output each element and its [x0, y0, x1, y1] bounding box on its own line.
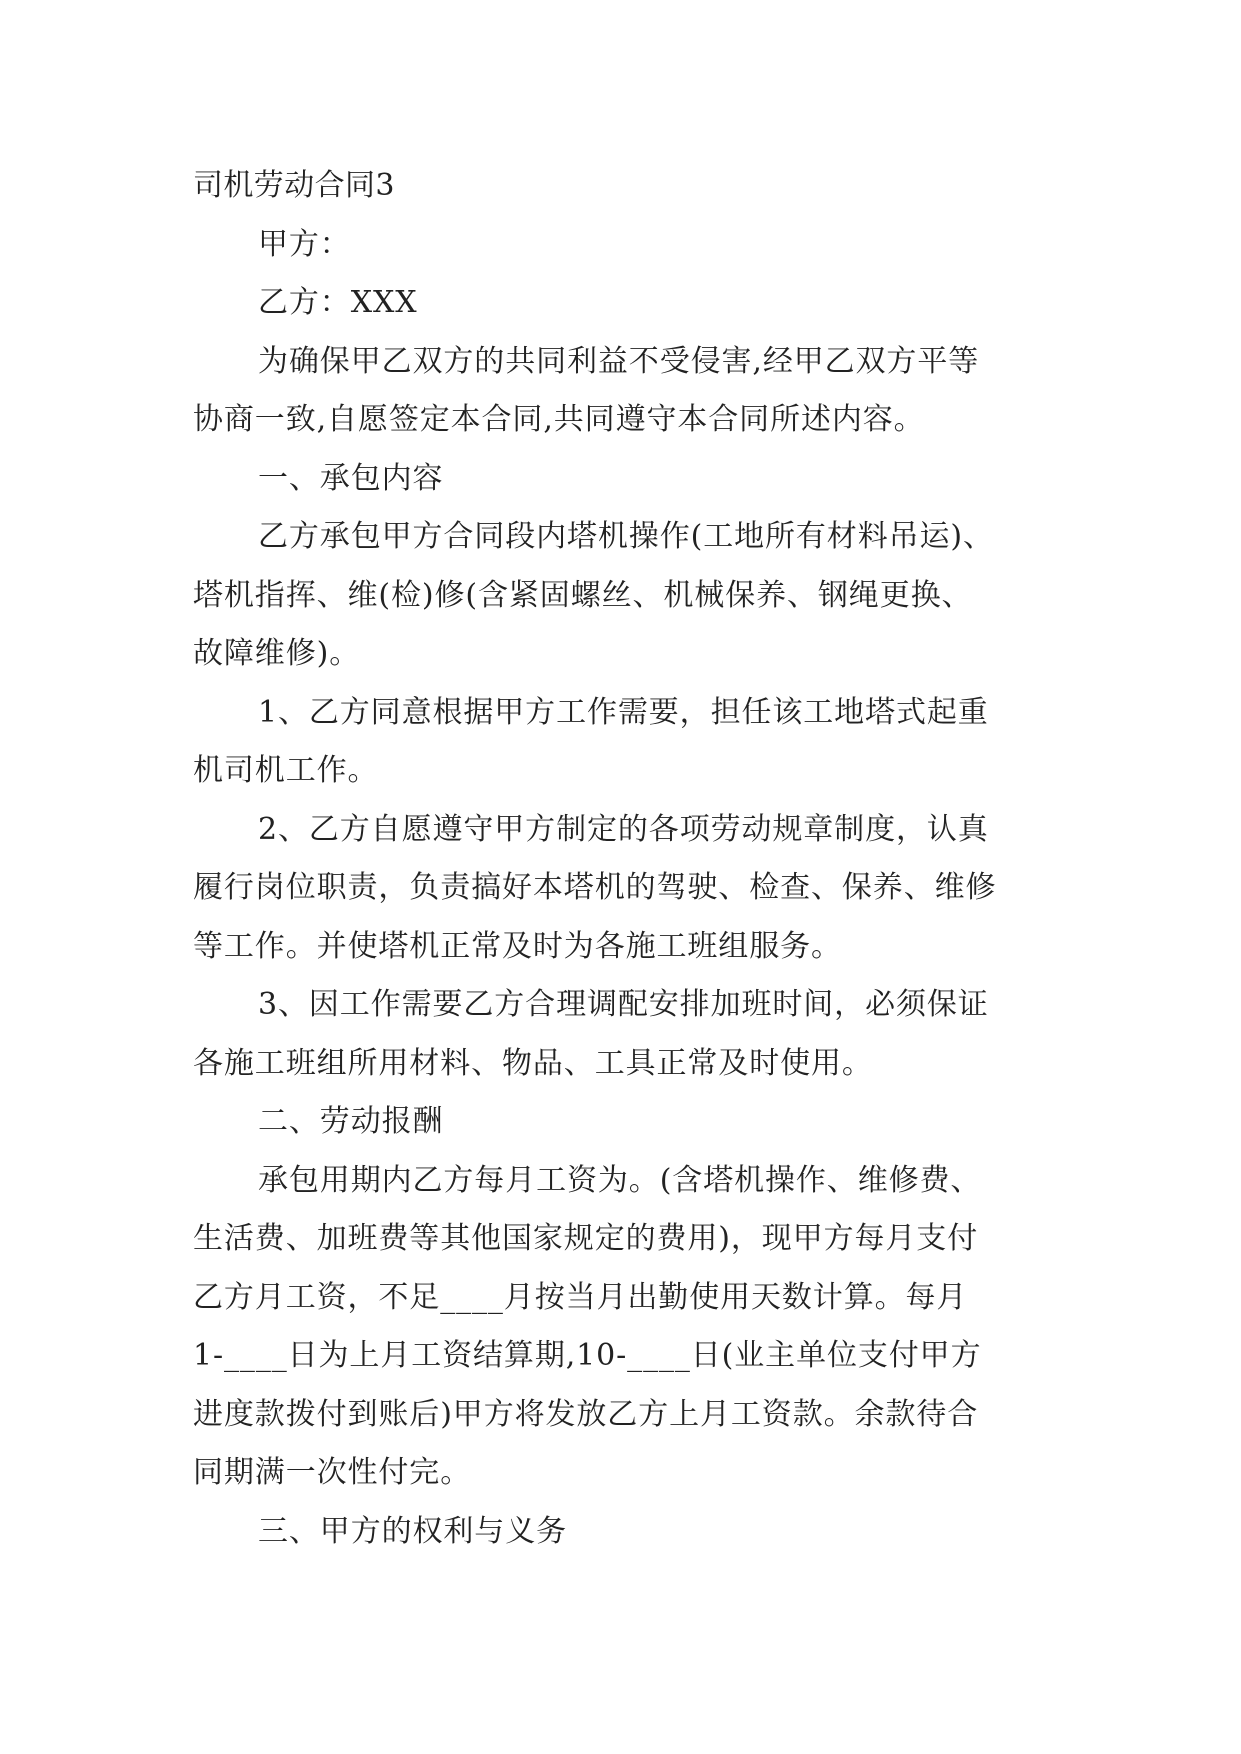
- intro-paragraph: [193, 333, 1053, 450]
- paragraph-line: 2、乙方自愿遵守甲方制定的各项劳动规章制度，认真: [258, 811, 989, 847]
- paragraph-line: 故障维修)。: [193, 636, 361, 671]
- paragraph-line: 同期满一次性付完。: [193, 1455, 472, 1490]
- paragraph-line: 进度款拨付到账后)甲方将发放乙方上月工资款。余款待合: [193, 1396, 979, 1432]
- paragraph-line: 乙方承包甲方合同段内塔机操作(工地所有材料吊运)、: [258, 519, 994, 554]
- paragraph-line: 协商一致,自愿签定本合同,共同遵守本合同所述内容。: [193, 402, 925, 437]
- section1-paragraph: [193, 508, 1053, 684]
- paragraph-line: 履行岗位职责，负责搞好本塔机的驾驶、检查、保养、维修: [193, 870, 997, 905]
- party-b-line: 乙方：XXX: [258, 285, 418, 320]
- document-title: 司机劳动合同3: [193, 168, 395, 203]
- paragraph-line: 各施工班组所用材料、物品、工具正常及时使用。: [193, 1045, 873, 1081]
- document-page: [193, 157, 1053, 1561]
- paragraph-line: 机司机工作。: [193, 753, 379, 788]
- paragraph-line: 塔机指挥、维(检)修(含紧固螺丝、机械保养、钢绳更换、: [193, 577, 973, 613]
- paragraph-line: 承包用期内乙方每月工资为。(含塔机操作、维修费、: [258, 1162, 982, 1198]
- item-1-paragraph: [193, 684, 1053, 801]
- section-heading: 三、甲方的权利与义务: [258, 1513, 567, 1549]
- section2-paragraph: [193, 1152, 1053, 1503]
- section-heading: 二、劳动报酬: [258, 1104, 444, 1139]
- paragraph-line: 为确保甲乙双方的共同利益不受侵害,经甲乙双方平等: [258, 343, 980, 379]
- paragraph-line: 生活费、加班费等其他国家规定的费用)，现甲方每月支付: [193, 1221, 979, 1256]
- item-3-paragraph: [193, 976, 1053, 1093]
- paragraph-line: 1-____日为上月工资结算期,10-____日(业主单位支付甲方: [193, 1338, 982, 1373]
- paragraph-line: 乙方月工资，不足____月按当月出勤使用天数计算。每月: [193, 1279, 968, 1315]
- paragraph-line: 3、因工作需要乙方合理调配安排加班时间，必须保证: [258, 987, 989, 1022]
- paragraph-line: 等工作。并使塔机正常及时为各施工班组服务。: [193, 928, 842, 964]
- section-heading: 一、承包内容: [258, 460, 444, 496]
- item-2-paragraph: [193, 801, 1053, 977]
- party-a-line: 甲方：: [258, 226, 351, 262]
- paragraph-line: 1、乙方同意根据甲方工作需要，担任该工地塔式起重: [258, 694, 989, 730]
